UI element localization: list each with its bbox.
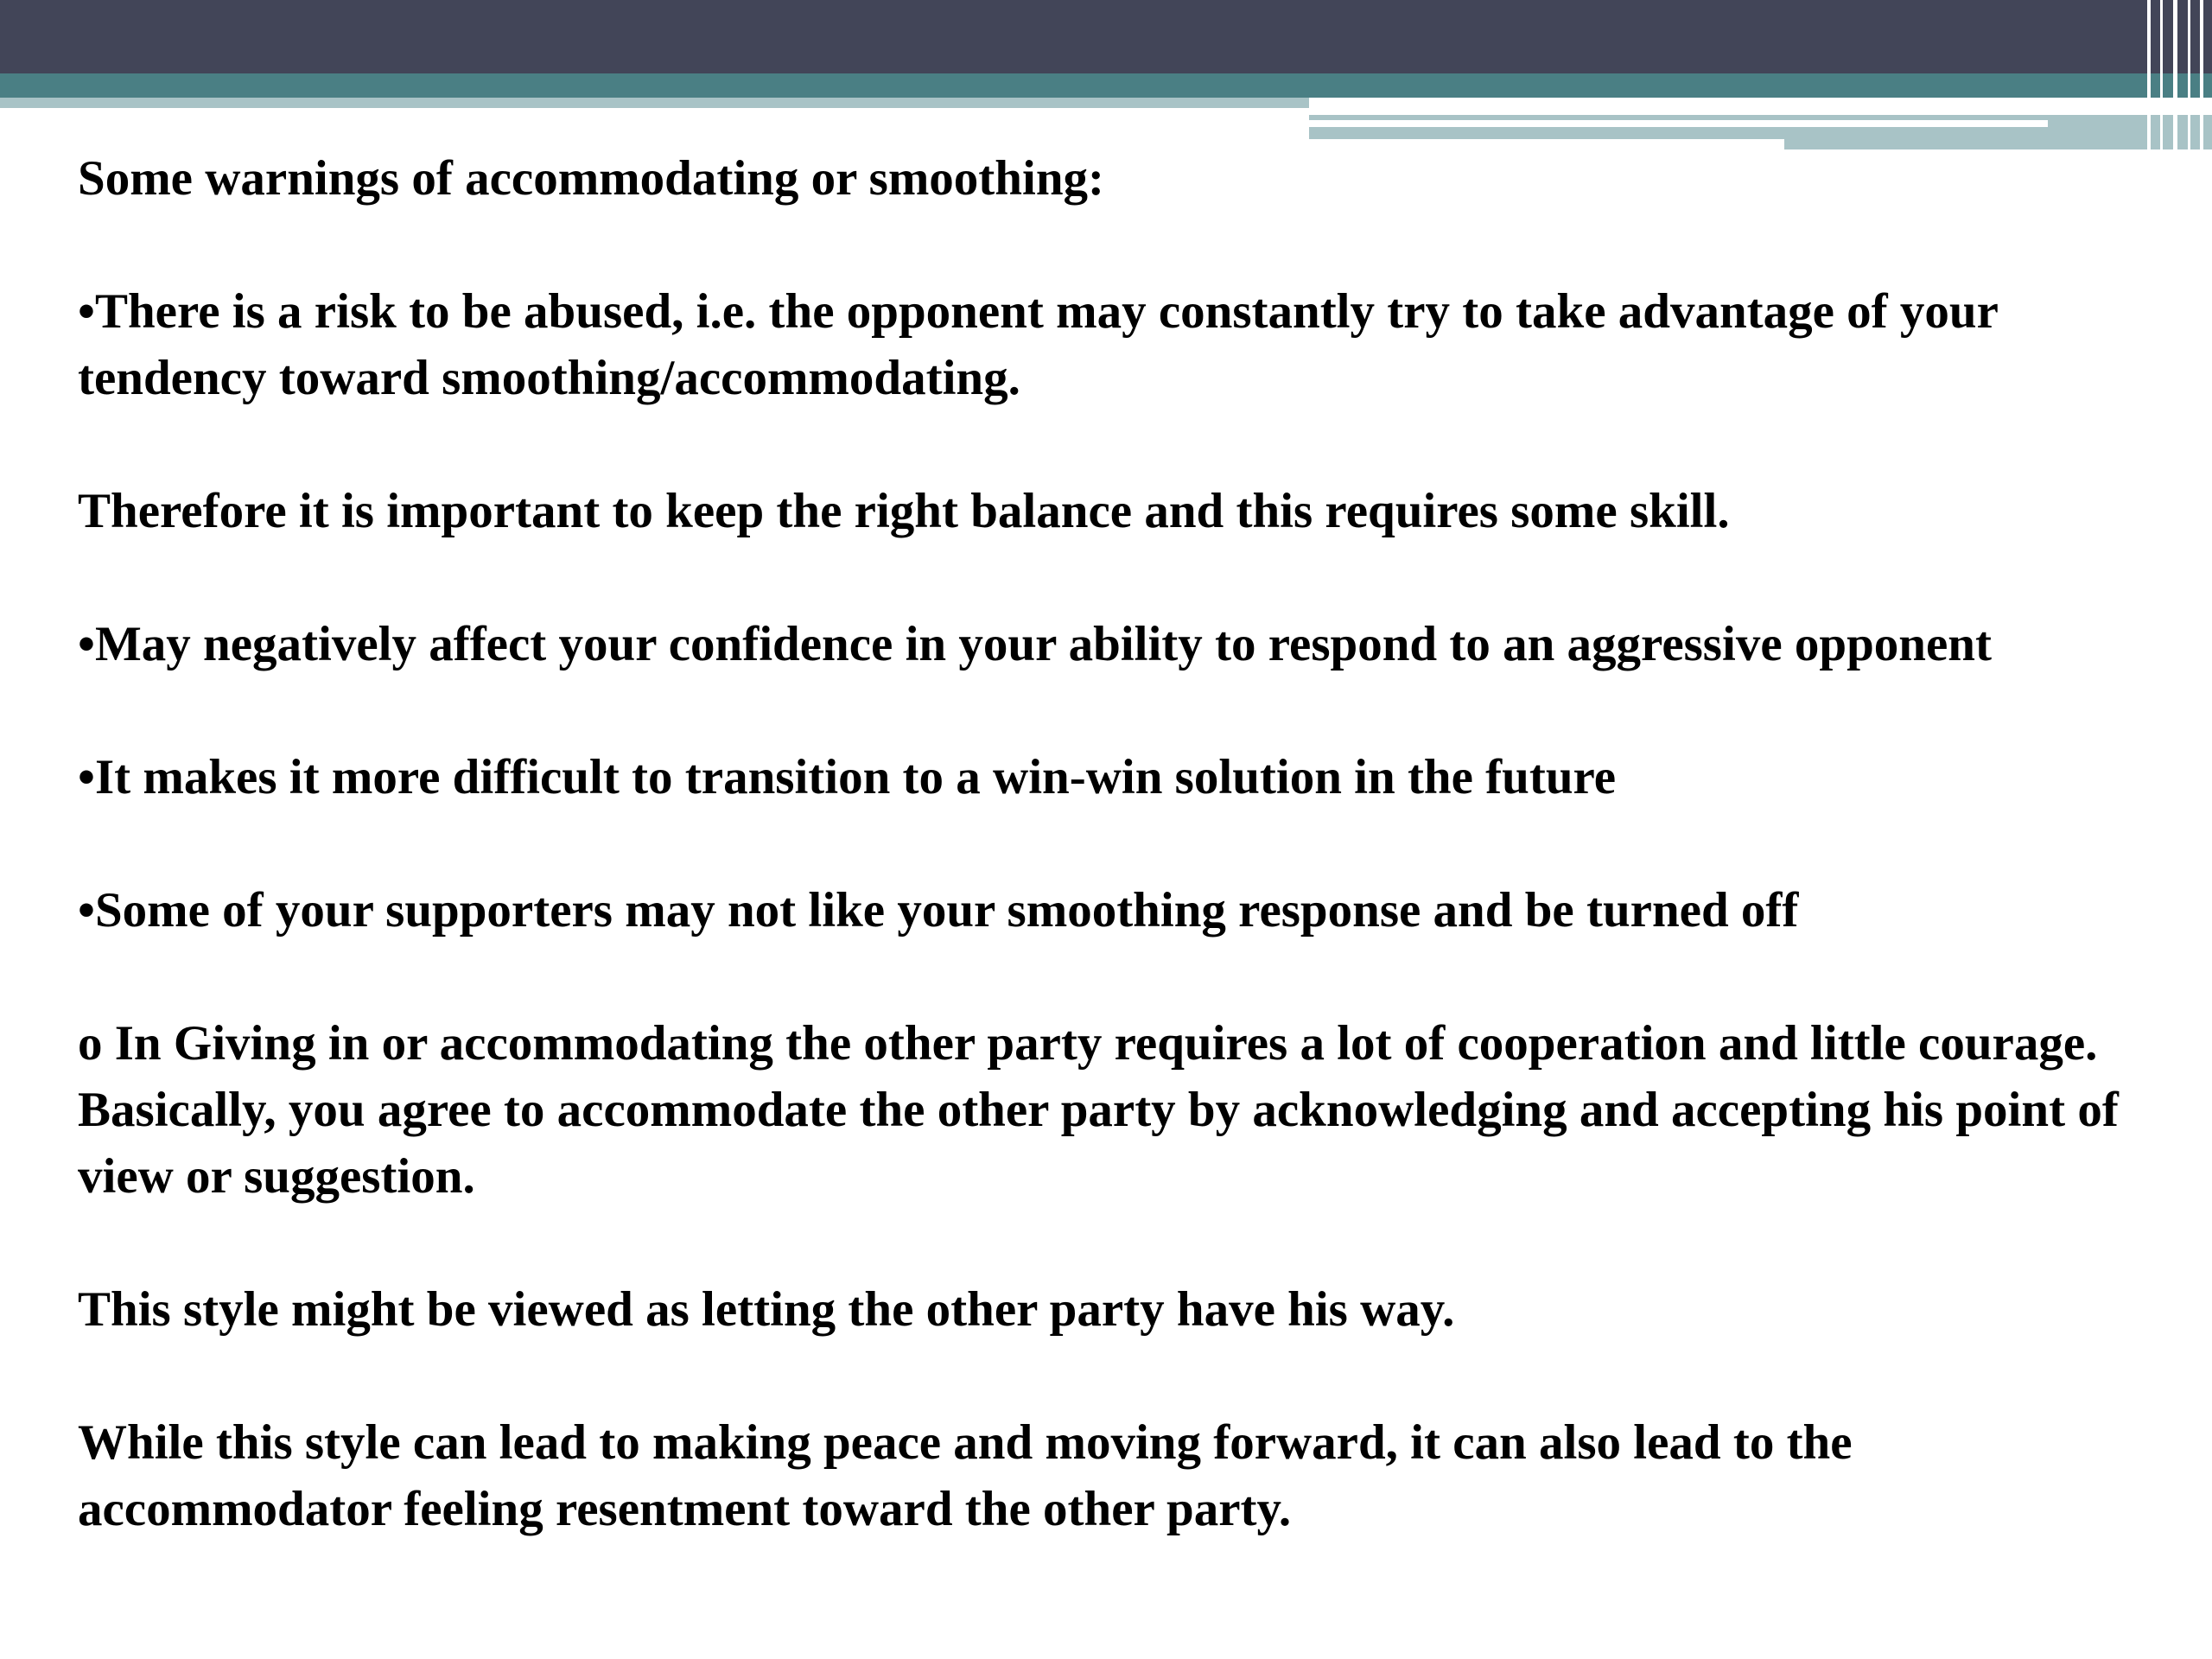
header-stripe (2160, 0, 2163, 149)
bullet-confidence: •May negatively affect your confidence in your ability to respond to an aggressive opponent (78, 617, 1992, 671)
header-stripe (2200, 0, 2203, 149)
header-stripe (2173, 0, 2177, 149)
intro-heading: Some warnings of accommodating or smoothing: (78, 151, 1105, 206)
style-viewed-note: This style might be viewed as letting the other party have his way. (78, 1282, 1455, 1337)
bullet-supporters: •Some of your supporters may not like your smoothing response and be turned off (78, 883, 1799, 938)
header-light-band-left (0, 98, 1309, 108)
header-teal-band (0, 73, 2212, 98)
bullet-win-win-transition: •It makes it more difficult to transition to a win-win solution in the future (78, 750, 1617, 804)
header-accent-line (1309, 120, 2048, 127)
header-dark-band (0, 0, 2212, 73)
header-stripe (2188, 0, 2190, 149)
resentment-note: While this style can lead to making peace and moving forward, it can also lead to the accommodator feeling resentment toward the other party. (78, 1415, 1853, 1536)
slide-body (78, 145, 2169, 1542)
bullet-risk-of-abuse: •There is a risk to be abused, i.e. the opponent may constantly try to take advantage of your tendency toward smoothing/accommodating. (78, 284, 1998, 405)
header-stripe (2147, 0, 2151, 149)
giving-in-description: o In Giving in or accommodating the other party requires a lot of cooperation and little courage. Basically, you agree to accommodate the other party by acknowledging and accepting his point of view or suggestion. (78, 1016, 2119, 1204)
balance-note: Therefore it is important to keep the right balance and this requires some skill. (78, 484, 1730, 538)
